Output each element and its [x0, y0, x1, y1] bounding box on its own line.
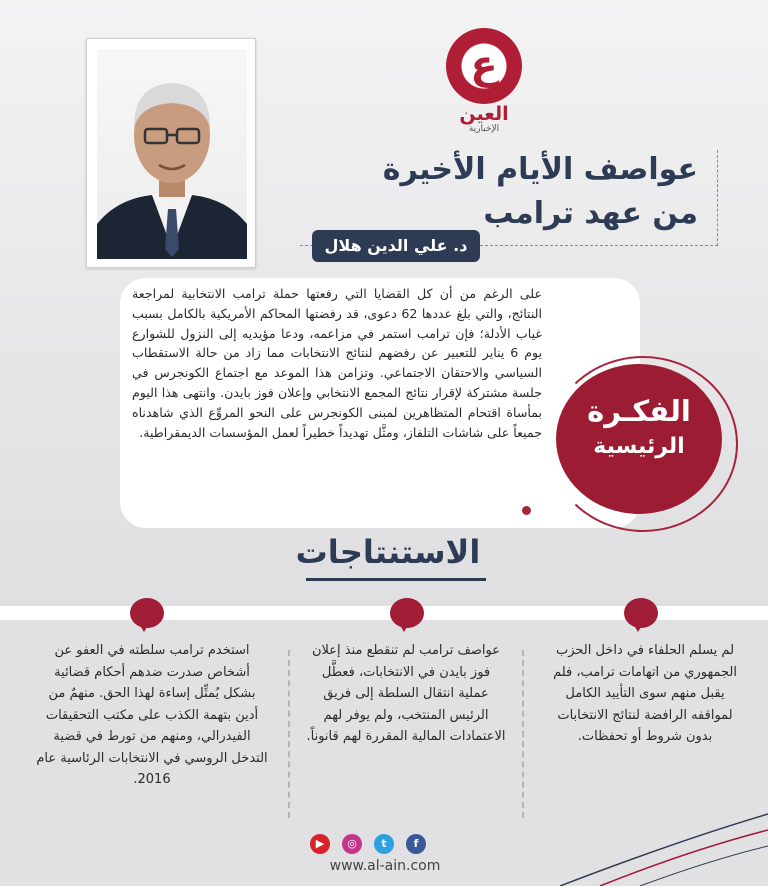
headline-line-1: عواصف الأيام الأخيرة — [382, 152, 698, 187]
youtube-icon[interactable]: ▶ — [310, 834, 330, 854]
conclusion-text-2: عواصف ترامب لم تنقطع منذ إعلان فوز بايدن في الانتخابات، فعطَّل عملية انتقال السلطة إلى فريق الرئيس المنتخب، ولم يوفر لهم الاعتمادات المالية المقررة لهم قانوناً. — [306, 643, 506, 744]
speech-bubble-icon — [130, 598, 164, 628]
column-divider — [288, 650, 290, 818]
logo-subtitle: الإخبارية — [468, 124, 500, 134]
conclusions-underline — [306, 578, 486, 581]
key-idea-dot — [522, 506, 531, 515]
author-name-badge: د. علي الدين هلال — [312, 230, 480, 262]
logo-mark-icon: ع — [446, 28, 522, 104]
conclusion-text-1: لم يسلم الحلفاء في داخل الحزب الجمهوري من اتهامات ترامب، فلم يقبل منهم سوى التأييد الكامل لمواقفه الرافضة لنتائج الانتخابات بدون شروط أو تحفظات. — [553, 643, 737, 744]
key-idea-circle — [556, 364, 722, 514]
twitter-icon[interactable]: t — [374, 834, 394, 854]
main-paragraph: على الرغم من أن كل القضايا التي رفعتها حملة ترامب الانتخابية لمراجعة النتائج، والتي بلغ عددها 62 دعوى، قد رفضتها المحاكم الأمريكية بالكامل بسبب غياب الأدلة؛ فإن ترامب استمر في مزاعمه، ودعا مؤيديه إلى النزول للشوارع يوم 6 يناير للتعبير عن رفضهم لنتائج الانتخابات مما زاد من حالة الاستقطاب السياسي والاحتقان الاجتماعي. وتزامن هذا الموعد مع اجتماع الكونجرس في جلسة مشتركة لإقرار نتائج المجمع الانتخابي وإعلان فوز بايدن. وانتهى هذا اليوم بمأساة اقتحام المتظاهرين لمبنى الكونجرس على النحو المروِّع الذي شاهدناه جميعاً على شاشات التلفاز، ومثَّل تهديداً خطيراً لعمل المؤسسات الديمقراطية. — [132, 286, 543, 440]
facebook-icon[interactable]: f — [406, 834, 426, 854]
author-photo-frame — [86, 38, 256, 268]
logo-name: العين — [459, 103, 509, 125]
headline-line-2: من عهد ترامب — [483, 196, 698, 231]
speech-bubble-icon — [390, 598, 424, 628]
key-idea-label-1: الفكـرة — [587, 394, 691, 428]
speech-bubble-icon — [624, 598, 658, 628]
conclusion-text-3: استخدم ترامب سلطته في العفو عن أشخاص صدرت ضدهم أحكام قضائية بشكل يُمثِّل إساءة لهذا الحق. منهمٌ من أدين بتهمة الكذب على مكتب التحقيقات الفيدرالي، ومنهم من تورط في قضية التدخل الروسي في الانتخابات الرئاسية عام 2016. — [36, 643, 268, 787]
al-ain-logo — [438, 28, 530, 134]
conclusions-heading: الاستنتاجات — [295, 533, 481, 571]
author-photo — [97, 49, 247, 259]
column-divider — [522, 650, 524, 818]
website-link[interactable]: www.al-ain.com — [329, 858, 441, 874]
decorative-lines — [560, 790, 768, 886]
instagram-icon[interactable]: ◎ — [342, 834, 362, 854]
key-idea-label-2: الرئيسية — [593, 434, 685, 459]
